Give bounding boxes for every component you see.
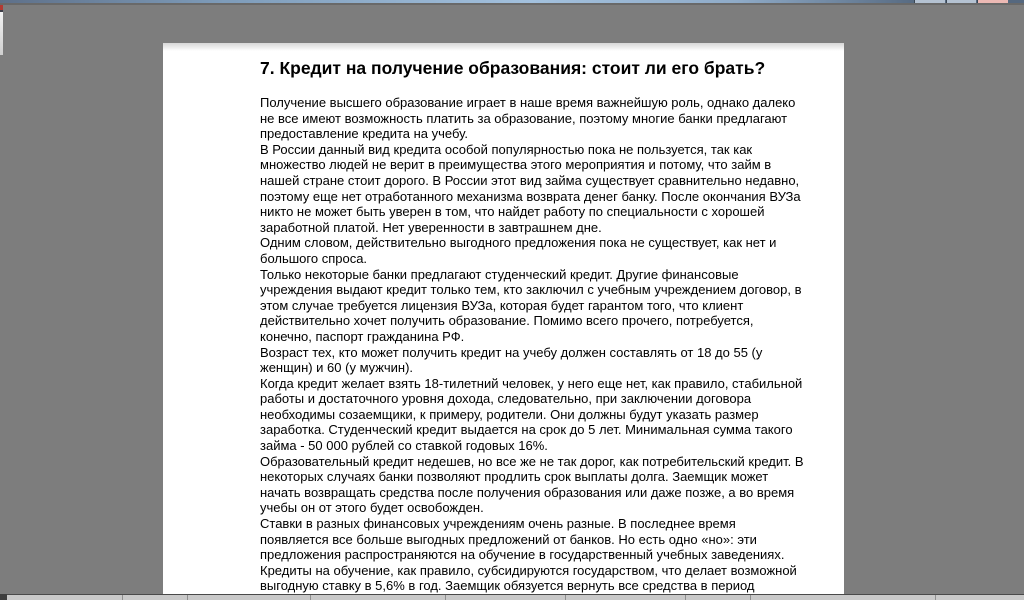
taskbar-separator [310,595,311,600]
taskbar-separator [685,595,686,600]
taskbar-separator [122,595,123,600]
paragraph: Получение высшего образование играет в наше время важнейшую роль, однако далеко не все имеют возможность платить за образование, поэтому многие банки предлагают предоставление кредита на учебу. [260,95,796,142]
background-window-body-sliver [0,12,3,55]
taskbar-separator [750,595,751,600]
paragraph: Образовательный кредит недешев, но все же не так дорог, как потребительский кредит. В некоторых случаях банки позволяют продлить срок выплаты долга. Заемщик может начать возвращать средства после получения образования или даже позже, а во время учебы он от этого будет освобожден. [260,453,804,516]
paragraph: Только некоторые банки предлагают студенческий кредит. Другие финансовые учреждения выдают кредит только тем, кто заключил с учебным учреждением договор, в этом случае требуется лицензия ВУЗа, которая будет гарантом того, что клиент действительно хочет получить образование. Помимо всего прочего, потребуется, конечно, паспорт гражданина РФ. [260,266,802,344]
titlebar-divider [0,3,1024,5]
paragraph: Кредиты на обучение, как правило, субсидируются государством, что делает возможной выгодную ставку в 5,6% в год. Заемщик обязуется вернуть все средства в период [260,562,797,594]
taskbar-separator [187,595,188,600]
document-page [163,43,844,600]
paragraph: В России данный вид кредита особой популярностью пока не пользуется, так как множество людей не верит в преимущества этого мероприятия и потому, что займ в нашей стране стоит дорого. В России этот вид займа существует сравнительно недавно, поэтому еще нет отработанного механизма возврата денег банку. После окончания ВУЗа никто не может быть уверен в том, что найдет работу по специальности с хорошей заработной платой. Нет уверенности в завтрашнем дне. [260,141,801,235]
paragraph: Одним словом, действительно выгодного предложения пока не существует, как нет и большого спроса. [260,235,777,266]
taskbar-sliver[interactable] [0,594,1024,600]
paragraph: Возраст тех, кто может получить кредит на учебу должен составлять от 18 до 55 (у женщин) и 60 (у мужчин). [260,344,763,376]
paragraph: Ставки в разных финансовых учреждениям очень разные. В последнее время появляется все больше выгодных предложений от банков. Но есть одно «но»: эти предложения распространяются на обучение в государственный учебных заведениях. [260,516,785,563]
document-title: 7. Кредит на получение образования: стоит ли его брать? [260,58,766,78]
document-body [260,95,805,594]
taskbar-separator [445,595,446,600]
paragraph: Когда кредит желает взять 18-тилетний человек, у него еще нет, как правило, стабильной работы и достаточного уровня дохода, следовательно, при заключении договора необходимы созаемщики, к примеру, родители. Они должны будут указать размер заработка. Студенческий кредит выдается на срок до 5 лет. Минимальная сумма такого займа - 50 000 рублей со ставкой годовых 16%. [260,375,803,454]
page-content [163,43,844,594]
taskbar-separator [935,595,936,600]
background-window-edge [0,3,3,55]
taskbar-left-corner [0,594,7,600]
taskbar-separator [565,595,566,600]
